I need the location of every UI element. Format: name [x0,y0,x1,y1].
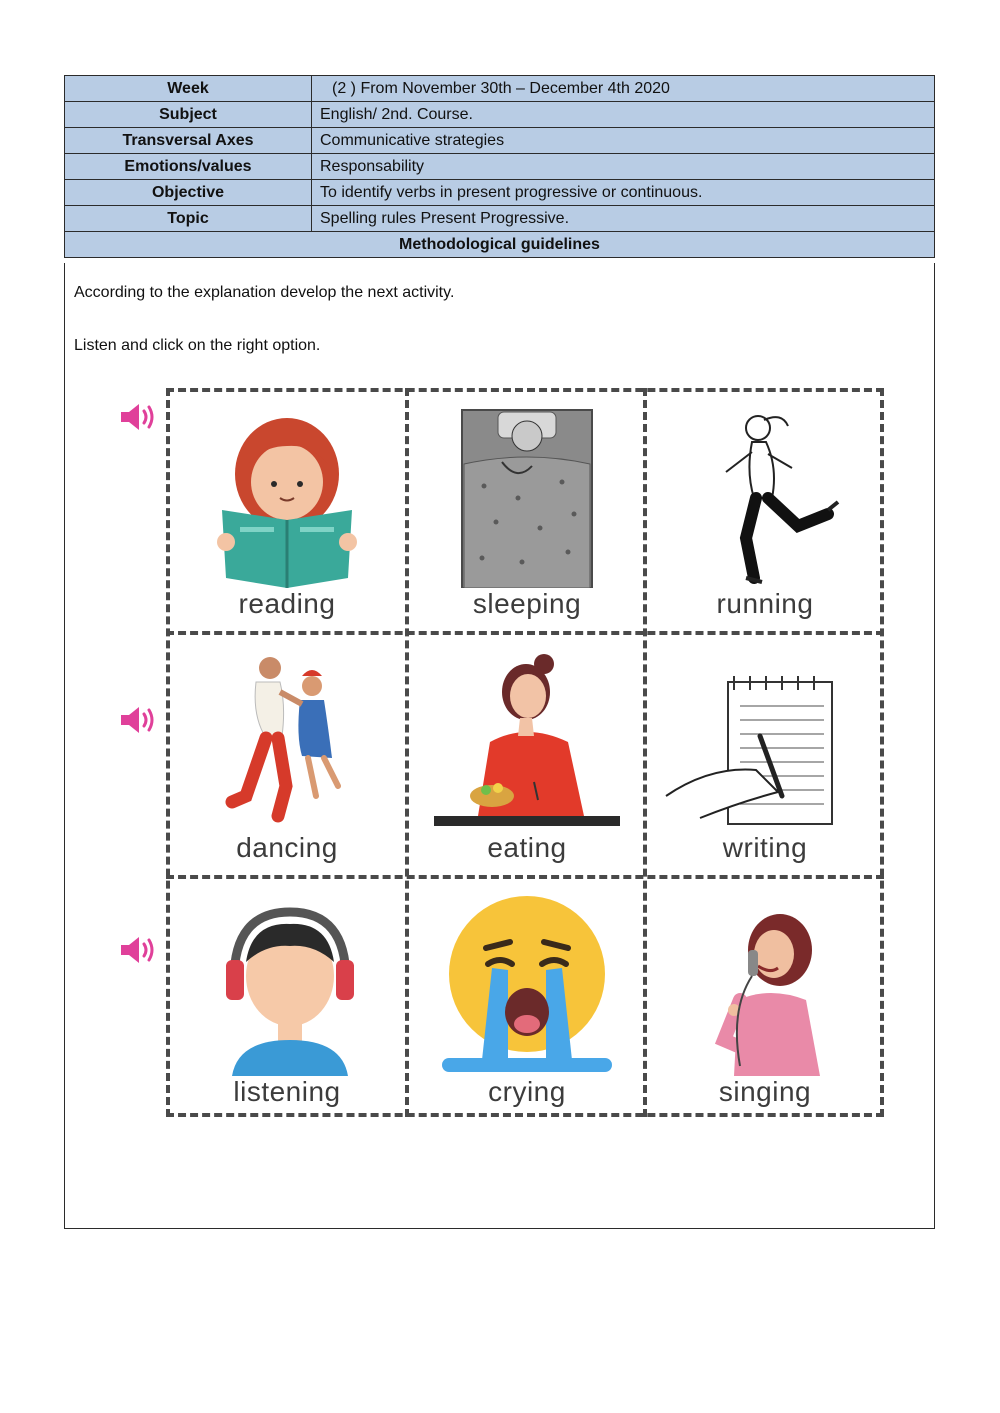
week-value: (2 ) From November 30th – December 4th 2020 [332,79,670,97]
instruction-line-1: According to the explanation develop the next activity. [74,284,455,301]
card-label: writing [722,832,808,863]
topic-label: Topic [65,206,312,231]
grid-divider [405,388,409,1117]
card-label: sleeping [472,588,582,619]
card-crying[interactable] [410,880,644,1118]
card-dancing[interactable] [170,636,404,874]
card-running[interactable] [648,392,882,630]
card-listening[interactable] [170,880,404,1118]
speaker-volume-icon[interactable] [118,933,160,967]
woman-eating-icon [422,646,632,832]
subject-value: English/ 2nd. Course. [320,105,473,123]
card-label: singing [718,1076,812,1107]
week-label: Week [65,76,312,101]
row-transversal-axes [64,128,935,154]
card-eating[interactable] [410,636,644,874]
couple-dancing-icon [182,646,392,832]
row-objective [64,180,935,206]
grid-divider [166,875,884,879]
speaker-volume-icon[interactable] [118,703,160,737]
card-sleeping[interactable] [410,392,644,630]
man-sleeping-in-bed-icon [422,402,632,588]
row-week [64,75,935,102]
girl-reading-book-icon [182,402,392,588]
woman-running-icon [660,402,870,588]
grid-divider [166,631,884,635]
card-singing[interactable] [648,880,882,1118]
transversal-axes-value: Communicative strategies [320,131,505,149]
section-header: Methodological guidelines [64,232,935,258]
transversal-axes-label: Transversal Axes [65,128,312,153]
info-table [64,75,935,258]
card-label: reading [238,588,336,619]
objective-label: Objective [65,180,312,205]
card-label: eating [487,832,567,863]
card-label: crying [488,1076,566,1107]
objective-value: To identify verbs in present progressive or continuous. [320,183,703,201]
row-emotions-values [64,154,935,180]
card-reading[interactable] [170,392,404,630]
card-label: running [716,588,814,619]
card-label: listening [233,1076,341,1107]
card-label: dancing [236,832,338,863]
instruction-line-2: Listen and click on the right option. [74,337,321,354]
card-writing[interactable] [648,636,882,874]
woman-singing-microphone-icon [660,890,870,1076]
topic-value: Spelling rules Present Progressive. [320,209,570,227]
row-topic [64,206,935,232]
emotions-values-label: Emotions/values [65,154,312,179]
crying-face-emoji-icon [422,890,632,1076]
boy-with-headphones-icon [182,890,392,1076]
hand-writing-notebook-icon [660,646,870,832]
row-subject [64,102,935,128]
speaker-volume-icon[interactable] [118,400,160,434]
picture-grid [160,382,890,1122]
subject-label: Subject [65,102,312,127]
emotions-values-value: Responsability [320,157,425,175]
